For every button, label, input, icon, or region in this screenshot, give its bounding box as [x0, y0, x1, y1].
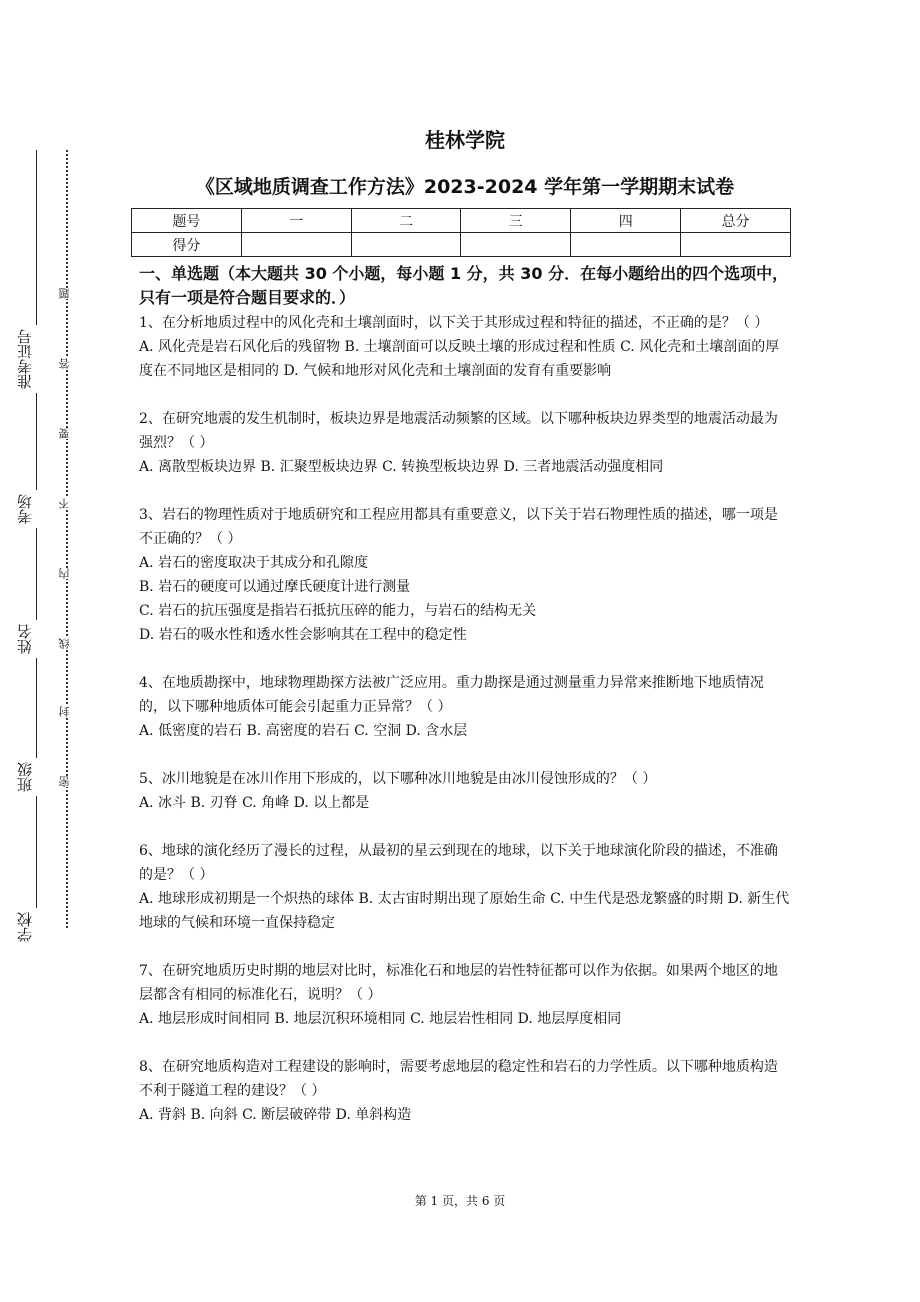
score-table — [131, 208, 791, 257]
exam-title: 《区域地质调查工作方法》2023-2024 学年第一学期期末试卷 — [195, 176, 735, 198]
score-cell — [351, 233, 461, 257]
seal-char: 密 — [58, 776, 76, 787]
seal-char: 不 — [58, 498, 76, 509]
question-options: A. 离散型板块边界 B. 汇聚型板块边界 C. 转换型板块边界 D. 三者地震活动强度相同 — [139, 459, 664, 475]
school-name: 桂林学院 — [425, 128, 505, 152]
seal-dotted-line — [66, 150, 68, 928]
question-stem: 8、在研究地质构造对工程建设的影响时，需要考虑地层的稳定性和岩石的力学性质。以下哪种地质构造不利于隧道工程的建设？（ ） — [139, 1059, 778, 1099]
question — [139, 839, 791, 935]
school-label: 学校 — [14, 908, 44, 946]
binding-solid-line — [36, 150, 37, 928]
score-header-cell: 总分 — [681, 209, 791, 233]
score-table-score-row — [132, 233, 791, 257]
exam-room-label: 考场 — [14, 490, 44, 528]
question — [139, 1055, 791, 1127]
score-header-cell: 二 — [351, 209, 461, 233]
question-stem: 6、地球的演化经历了漫长的过程，从最初的星云到现在的地球，以下关于地球演化阶段的描述，不准确的是？（ ） — [139, 843, 778, 883]
question-options: A. 低密度的岩石 B. 高密度的岩石 C. 空洞 D. 含水层 — [139, 723, 468, 739]
student-name-label: 姓名 — [14, 620, 44, 658]
seal-char: 线 — [58, 638, 76, 649]
score-cell — [571, 233, 681, 257]
question-options: A. 地球形成初期是一个炽热的球体 B. 太古宙时期出现了原始生命 C. 中生代是恐龙繁盛的时期 D. 新生代地球的气候和环境一直保持稳定 — [139, 891, 790, 931]
question-stem: 1、在分析地质过程中的风化壳和土壤剖面时，以下关于其形成过程和特征的描述，不正确的是？（ ） — [139, 315, 769, 331]
question — [139, 503, 791, 647]
question-options: A. 背斜 B. 向斜 C. 断层破碎带 D. 单斜构造 — [139, 1107, 412, 1123]
question-stem: 4、在地质勘探中，地球物理勘探方法被广泛应用。重力勘探是通过测量重力异常来推断地下地质情况的，以下哪种地质体可能会引起重力正异常？（ ） — [139, 675, 764, 715]
question-option: D. 岩石的吸水性和透水性会影响其在工程中的稳定性 — [139, 627, 467, 643]
question-options: A. 冰斗 B. 刃脊 C. 角峰 D. 以上都是 — [139, 795, 370, 811]
question-stem: 2、在研究地震的发生机制时，板块边界是地震活动频繁的区域。以下哪种板块边界类型的地震活动最为强烈？（ ） — [139, 411, 778, 451]
question-stem: 3、岩石的物理性质对于地质研究和工程应用都具有重要意义，以下关于岩石物理性质的描述，哪一项是不正确的？（ ） — [139, 507, 778, 547]
class-label: 班级 — [14, 758, 44, 796]
score-cell — [681, 233, 791, 257]
admission-number-label: 准考证号 — [14, 325, 44, 393]
question — [139, 311, 791, 383]
question-option: C. 岩石的抗压强度是指岩石抵抗压碎的能力，与岩石的结构无关 — [139, 603, 537, 619]
question-option: A. 岩石的密度取决于其成分和孔隙度 — [139, 555, 369, 571]
question-stem: 5、冰川地貌是在冰川作用下形成的，以下哪种冰川地貌是由冰川侵蚀形成的？（ ） — [139, 771, 657, 787]
question — [139, 959, 791, 1031]
seal-char: 要 — [58, 428, 76, 439]
question-list — [139, 311, 791, 1151]
question-stem: 7、在研究地质历史时期的地层对比时，标准化石和地层的岩性特征都可以作为依据。如果两个地区的地层都含有相同的标准化石，说明？（ ） — [139, 963, 778, 1003]
binding-margin — [0, 0, 110, 1302]
score-header-cell: 一 — [241, 209, 351, 233]
score-header-cell: 四 — [571, 209, 681, 233]
section-heading: 一、单选题（本大题共 30 个小题，每小题 1 分，共 30 分．在每小题给出的四个选项中，只有一项是符合题目要求的．） — [139, 264, 789, 307]
page-footer: 第 1 页，共 6 页 — [414, 1194, 506, 1208]
question — [139, 767, 791, 815]
seal-char: 封 — [58, 706, 76, 717]
question — [139, 407, 791, 479]
question-options: A. 地层形成时间相同 B. 地层沉积环境相同 C. 地层岩性相同 D. 地层厚度相同 — [139, 1011, 622, 1027]
question-option: B. 岩石的硬度可以通过摩氏硬度计进行测量 — [139, 579, 411, 595]
score-table-header-row — [132, 209, 791, 233]
seal-char: 题 — [58, 288, 76, 299]
score-header-cell: 题号 — [132, 209, 242, 233]
score-header-cell: 三 — [461, 209, 571, 233]
question — [139, 671, 791, 743]
seal-char: 答 — [58, 358, 76, 369]
score-cell — [461, 233, 571, 257]
seal-char: 内 — [58, 568, 76, 579]
score-row-label: 得分 — [132, 233, 242, 257]
score-cell — [241, 233, 351, 257]
question-options: A. 风化壳是岩石风化后的残留物 B. 土壤剖面可以反映土壤的形成过程和性质 C. 风化壳和土壤剖面的厚度在不同地区是相同的 D. 气候和地形对风化壳和土壤剖面的发育有重要影响 — [139, 339, 780, 379]
